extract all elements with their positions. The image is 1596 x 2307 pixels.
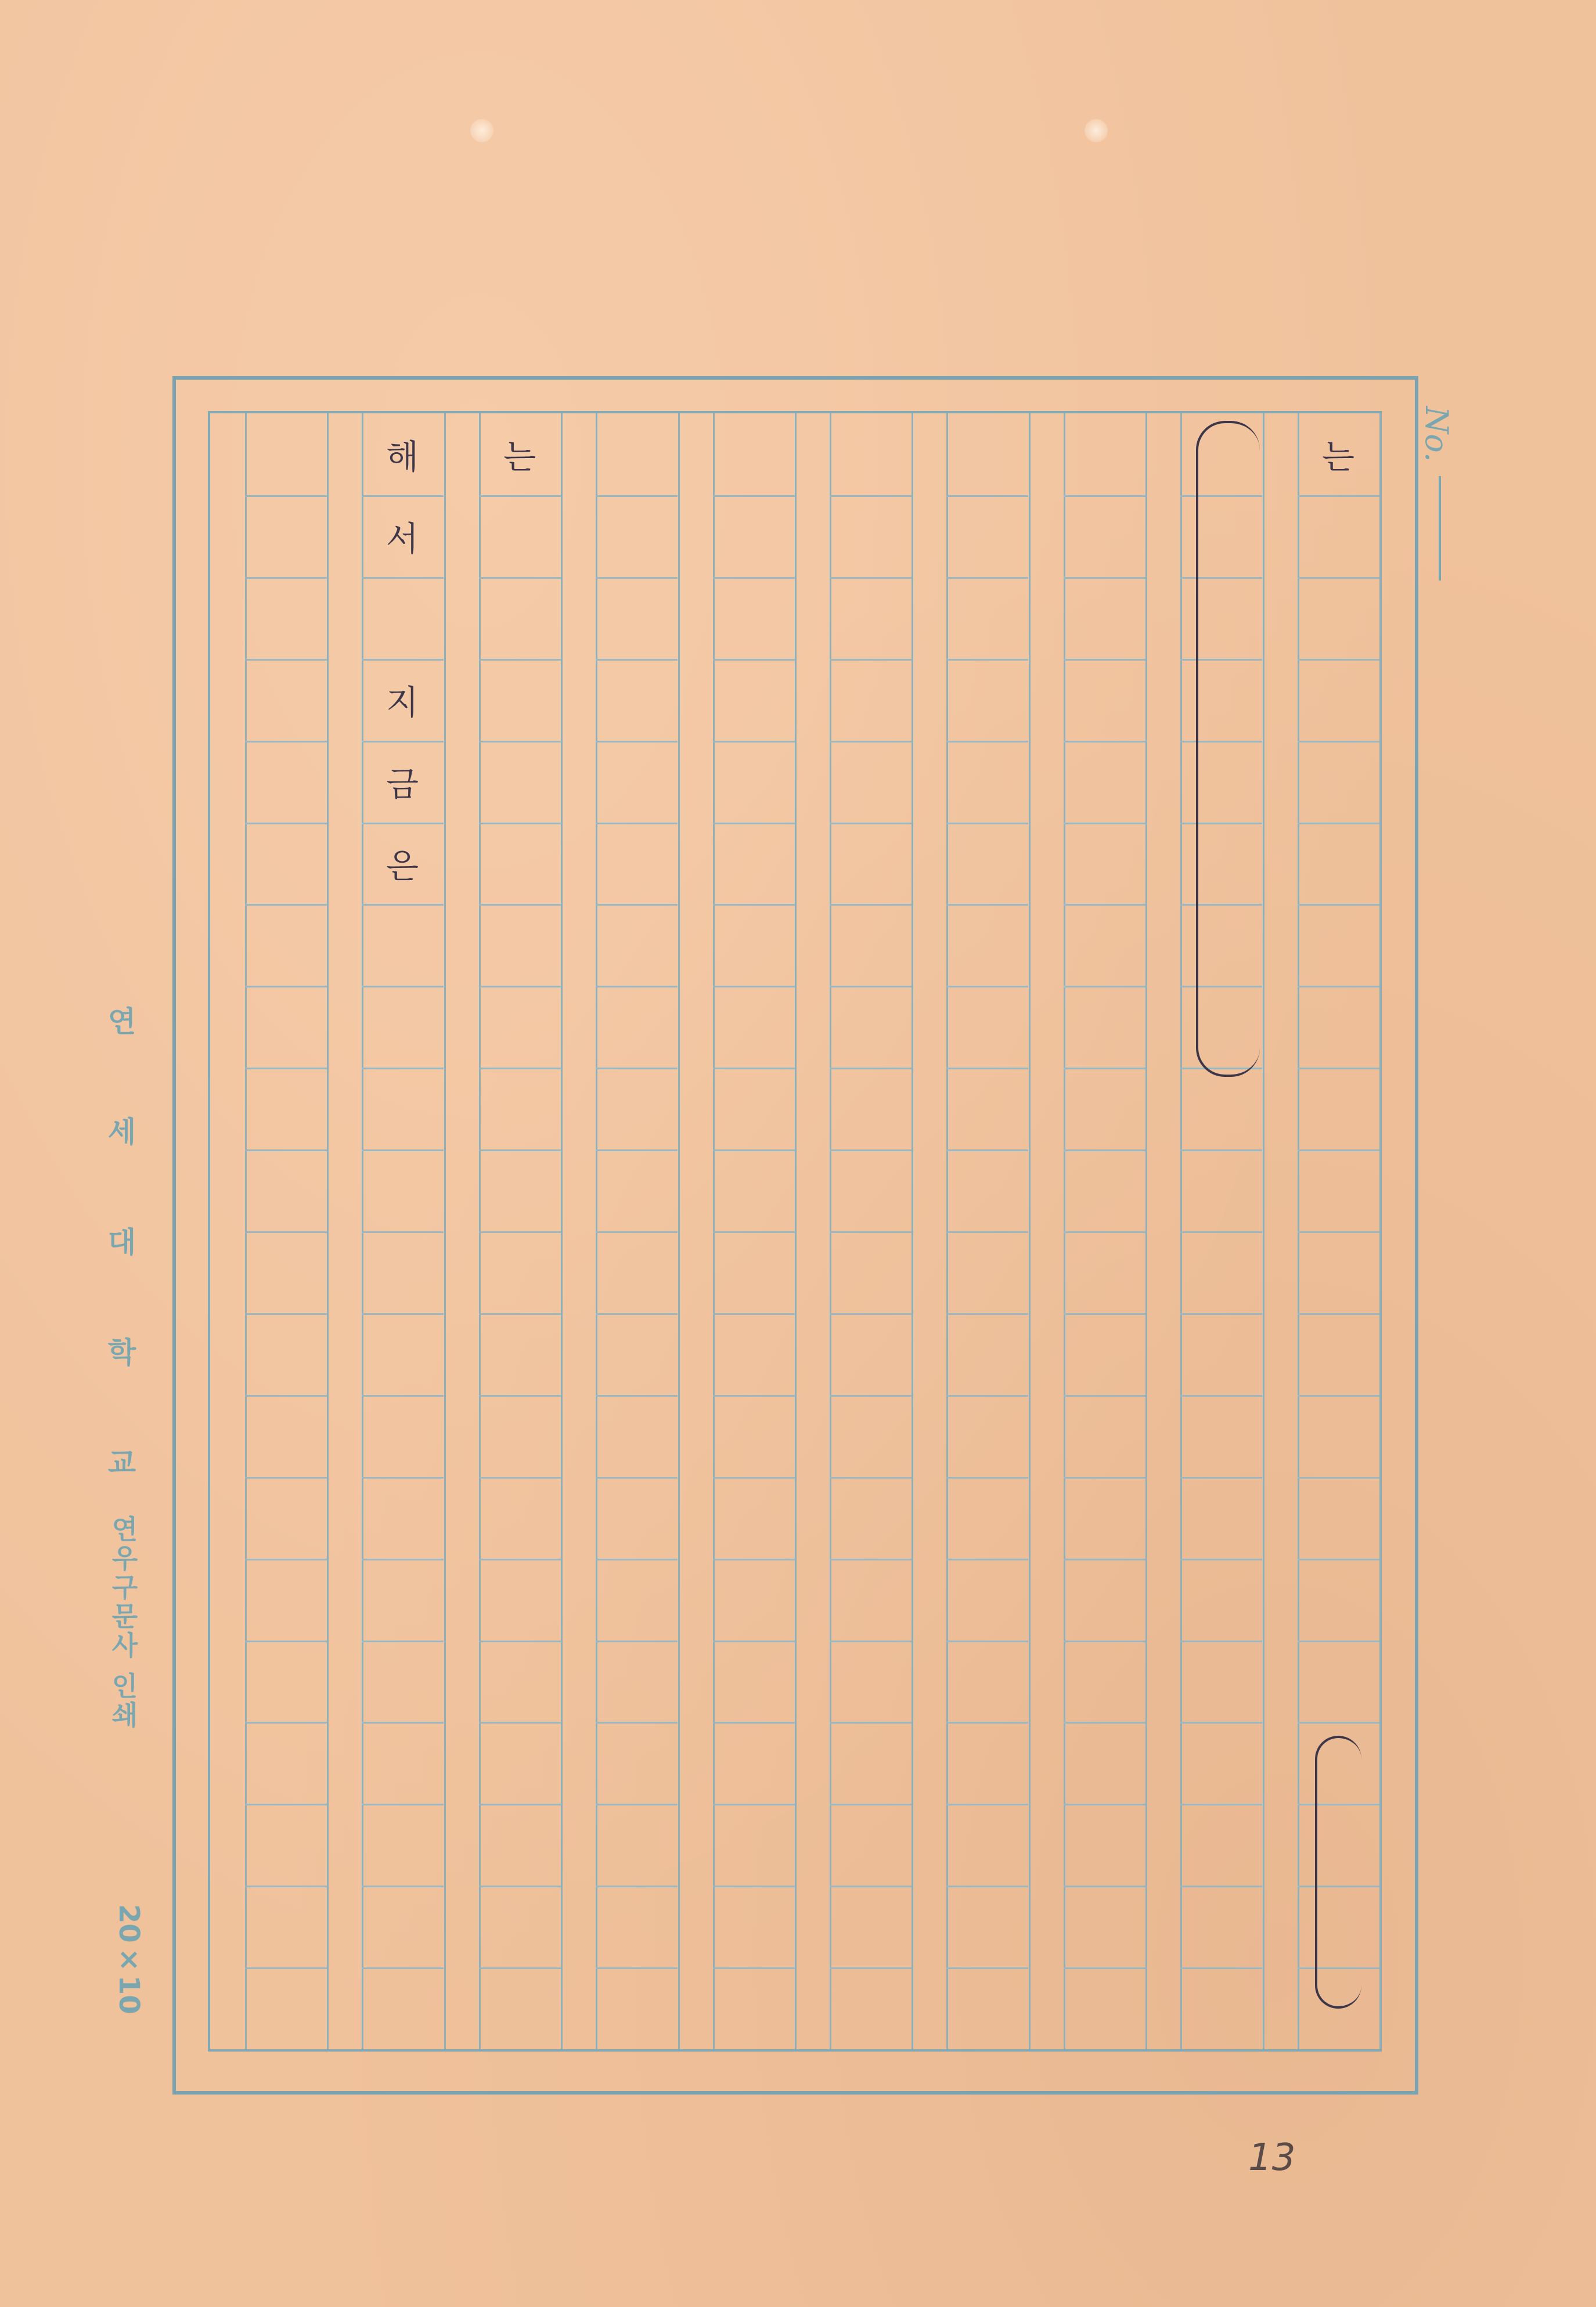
grid-row-line: [1298, 495, 1379, 497]
grid-row-line: [596, 1313, 678, 1315]
grid-row-line: [1064, 986, 1145, 987]
grid-row-line: [245, 1068, 327, 1069]
grid-row-line: [830, 659, 912, 661]
grid-row-line: [362, 741, 444, 742]
grid-row-line: [713, 741, 795, 742]
grid-row-line: [362, 495, 444, 497]
grid-row-line: [362, 1804, 444, 1805]
grid-row-line: [245, 986, 327, 987]
grid-column-line: [912, 413, 913, 2049]
grid-row-line: [245, 741, 327, 742]
grid-row-line: [713, 1641, 795, 1642]
manuscript-char: 해: [386, 437, 419, 477]
grid-row-line: [1064, 741, 1145, 742]
grid-row-line: [1064, 1967, 1145, 1969]
grid-row-line: [245, 1231, 327, 1233]
grid-row-line: [245, 1967, 327, 1969]
grid-row-line: [1180, 1231, 1262, 1233]
grid-row-line: [479, 904, 561, 906]
manuscript-char: 금: [386, 765, 419, 804]
grid-row-line: [479, 1804, 561, 1805]
grid-row-line: [479, 1559, 561, 1560]
grid-row-line: [362, 1477, 444, 1479]
grid-row-line: [1298, 1722, 1379, 1724]
grid-row-line: [1180, 1477, 1262, 1479]
grid-row-line: [596, 1395, 678, 1397]
grid-row-line: [830, 1967, 912, 1969]
grid-row-line: [1064, 1559, 1145, 1560]
number-underline: [1439, 476, 1441, 581]
grid-row-line: [830, 904, 912, 906]
grid-row-line: [479, 823, 561, 824]
grid-row-line: [830, 1068, 912, 1069]
school-char: 세: [107, 1115, 136, 1149]
grid-row-line: [362, 1967, 444, 1969]
grid-row-line: [362, 1068, 444, 1069]
grid-row-line: [245, 1804, 327, 1805]
grid-row-line: [1064, 659, 1145, 661]
printer-credit: 연우구문사 인쇄: [107, 1515, 139, 1731]
grid-row-line: [245, 823, 327, 824]
grid-row-line: [362, 1722, 444, 1724]
grid-row-line: [713, 495, 795, 497]
grid-row-line: [830, 1477, 912, 1479]
grid-row-line: [245, 495, 327, 497]
grid-row-line: [1298, 659, 1379, 661]
grid-row-line: [1298, 741, 1379, 742]
grid-row-line: [245, 1886, 327, 1887]
manuscript-char: 는: [503, 437, 536, 477]
grid-row-line: [1064, 577, 1145, 579]
grid-row-line: [830, 577, 912, 579]
grid-row-line: [362, 1395, 444, 1397]
grid-row-line: [1298, 1068, 1379, 1069]
grid-row-line: [479, 495, 561, 497]
grid-row-line: [946, 1967, 1028, 1969]
grid-row-line: [596, 1559, 678, 1560]
school-char: 학: [107, 1335, 136, 1369]
grid-row-line: [1180, 1967, 1262, 1969]
grid-row-line: [362, 1559, 444, 1560]
grid-row-line: [713, 1068, 795, 1069]
grid-row-line: [946, 1068, 1028, 1069]
grid-row-line: [245, 1149, 327, 1151]
grid-row-line: [1298, 1149, 1379, 1151]
grid-row-line: [596, 495, 678, 497]
grid-row-line: [830, 1313, 912, 1315]
grid-row-line: [1180, 1804, 1262, 1805]
grid-column-line: [1263, 413, 1264, 2049]
grid-row-line: [479, 986, 561, 987]
grid-row-line: [946, 1804, 1028, 1805]
margin-bracket: [1196, 421, 1260, 1077]
grid-row-line: [1180, 1722, 1262, 1724]
grid-row-line: [713, 1722, 795, 1724]
grid-row-line: [830, 823, 912, 824]
grid-column-line: [561, 413, 563, 2049]
grid-column-line: [1379, 413, 1381, 2049]
grid-row-line: [245, 1559, 327, 1560]
grid-row-line: [946, 1886, 1028, 1887]
grid-row-line: [946, 823, 1028, 824]
grid-row-line: [1180, 1313, 1262, 1315]
grid-column-line: [678, 413, 680, 2049]
grid-row-line: [479, 741, 561, 742]
grid-row-line: [830, 1559, 912, 1560]
grid-row-line: [713, 1559, 795, 1560]
margin-bracket: [1315, 1736, 1361, 2009]
grid-row-line: [946, 1477, 1028, 1479]
grid-row-line: [1064, 495, 1145, 497]
grid-row-line: [713, 1313, 795, 1315]
grid-row-line: [1298, 1559, 1379, 1560]
school-char: 대: [107, 1225, 136, 1259]
grid-row-line: [245, 1313, 327, 1315]
grid-row-line: [596, 904, 678, 906]
grid-row-line: [362, 1231, 444, 1233]
grid-row-line: [479, 1149, 561, 1151]
grid-row-line: [1064, 1149, 1145, 1151]
grid-row-line: [713, 986, 795, 987]
grid-row-line: [596, 659, 678, 661]
grid-row-line: [830, 1722, 912, 1724]
grid-row-line: [946, 577, 1028, 579]
grid-row-line: [713, 659, 795, 661]
grid-row-line: [946, 904, 1028, 906]
grid-row-line: [362, 823, 444, 824]
grid-row-line: [362, 986, 444, 987]
grid-row-line: [1180, 1149, 1262, 1151]
grid-row-line: [479, 1231, 561, 1233]
grid-row-line: [596, 1804, 678, 1805]
grid-row-line: [1064, 1231, 1145, 1233]
grid-row-line: [596, 741, 678, 742]
punch-hole-left: [470, 119, 493, 142]
grid-row-line: [596, 1722, 678, 1724]
grid-column-line: [1029, 413, 1031, 2049]
grid-format: 20×10: [113, 1904, 145, 2014]
grid-row-line: [596, 1149, 678, 1151]
grid-row-line: [596, 577, 678, 579]
grid-row-line: [596, 1886, 678, 1887]
grid-row-line: [479, 577, 561, 579]
grid-row-line: [830, 986, 912, 987]
grid-row-line: [245, 577, 327, 579]
grid-row-line: [1064, 1641, 1145, 1642]
grid-row-line: [479, 1722, 561, 1724]
grid-row-line: [1180, 1395, 1262, 1397]
manuscript-char: 지: [386, 683, 419, 722]
grid-row-line: [946, 741, 1028, 742]
punch-hole-right: [1085, 119, 1108, 142]
grid-row-line: [713, 577, 795, 579]
grid-row-line: [713, 1967, 795, 1969]
grid-row-line: [479, 1313, 561, 1315]
grid-row-line: [946, 1559, 1028, 1560]
grid-row-line: [830, 1395, 912, 1397]
grid-row-line: [479, 1967, 561, 1969]
grid-row-line: [596, 1231, 678, 1233]
grid-row-line: [946, 1722, 1028, 1724]
grid-row-line: [1180, 1886, 1262, 1887]
grid-row-line: [1298, 1395, 1379, 1397]
grid-row-line: [713, 1804, 795, 1805]
grid-row-line: [946, 986, 1028, 987]
grid-row-line: [479, 1395, 561, 1397]
grid-row-line: [1064, 1886, 1145, 1887]
grid-row-line: [1298, 1231, 1379, 1233]
grid-row-line: [830, 1231, 912, 1233]
grid-row-line: [596, 986, 678, 987]
grid-row-line: [946, 495, 1028, 497]
grid-row-line: [830, 1641, 912, 1642]
grid-row-line: [1298, 1477, 1379, 1479]
grid-row-line: [245, 1395, 327, 1397]
grid-row-line: [713, 1477, 795, 1479]
grid-row-line: [596, 1068, 678, 1069]
grid-row-line: [1298, 1313, 1379, 1315]
page-number: 13: [1248, 2136, 1296, 2179]
grid-row-line: [479, 1068, 561, 1069]
grid-column-line: [327, 413, 329, 2049]
grid-row-line: [596, 1967, 678, 1969]
grid-row-line: [830, 741, 912, 742]
grid-row-line: [596, 1477, 678, 1479]
grid-row-line: [830, 495, 912, 497]
manuscript-char: 은: [386, 846, 419, 886]
grid-row-line: [1064, 904, 1145, 906]
grid-row-line: [946, 1395, 1028, 1397]
grid-row-line: [245, 659, 327, 661]
grid-row-line: [830, 1149, 912, 1151]
grid-row-line: [479, 1477, 561, 1479]
grid-row-line: [946, 1231, 1028, 1233]
grid-column-line: [795, 413, 797, 2049]
grid-row-line: [596, 1641, 678, 1642]
school-char: 연: [107, 1004, 136, 1039]
manuscript-char: 는: [1321, 437, 1355, 477]
manuscript-char: 서: [386, 519, 419, 558]
grid-row-line: [362, 904, 444, 906]
grid-row-line: [245, 1722, 327, 1724]
grid-row-line: [1064, 823, 1145, 824]
grid-row-line: [1298, 1641, 1379, 1642]
school-char: 교: [107, 1446, 136, 1480]
grid-row-line: [1064, 1804, 1145, 1805]
grid-row-line: [479, 1641, 561, 1642]
grid-row-line: [713, 823, 795, 824]
grid-row-line: [245, 1477, 327, 1479]
grid-row-line: [713, 904, 795, 906]
grid-row-line: [713, 1886, 795, 1887]
grid-row-line: [946, 659, 1028, 661]
grid-row-line: [946, 1313, 1028, 1315]
school-name: [93, 999, 151, 1481]
grid-column-line: [444, 413, 446, 2049]
grid-row-line: [1064, 1068, 1145, 1069]
grid-row-line: [1298, 823, 1379, 824]
grid-row-line: [1064, 1395, 1145, 1397]
grid-row-line: [1064, 1722, 1145, 1724]
grid-row-line: [362, 659, 444, 661]
grid-row-line: [830, 1804, 912, 1805]
grid-row-line: [479, 659, 561, 661]
grid-row-line: [1298, 986, 1379, 987]
grid-row-line: [1180, 1641, 1262, 1642]
grid-row-line: [479, 1886, 561, 1887]
grid-row-line: [362, 1149, 444, 1151]
grid-row-line: [245, 904, 327, 906]
grid-row-line: [1298, 904, 1379, 906]
grid-row-line: [1180, 1559, 1262, 1560]
grid-row-line: [1298, 577, 1379, 579]
grid-row-line: [830, 1886, 912, 1887]
grid-row-line: [713, 1395, 795, 1397]
grid-row-line: [946, 1641, 1028, 1642]
grid-row-line: [362, 1313, 444, 1315]
grid-row-line: [1064, 1477, 1145, 1479]
grid-row-line: [713, 1149, 795, 1151]
grid-row-line: [596, 823, 678, 824]
grid-column-line: [1145, 413, 1147, 2049]
grid-row-line: [1064, 1313, 1145, 1315]
grid-row-line: [362, 1886, 444, 1887]
number-label: No.: [1418, 406, 1455, 462]
grid-row-line: [713, 1231, 795, 1233]
grid-row-line: [245, 1641, 327, 1642]
grid-row-line: [946, 1149, 1028, 1151]
grid-row-line: [362, 1641, 444, 1642]
grid-row-line: [362, 577, 444, 579]
